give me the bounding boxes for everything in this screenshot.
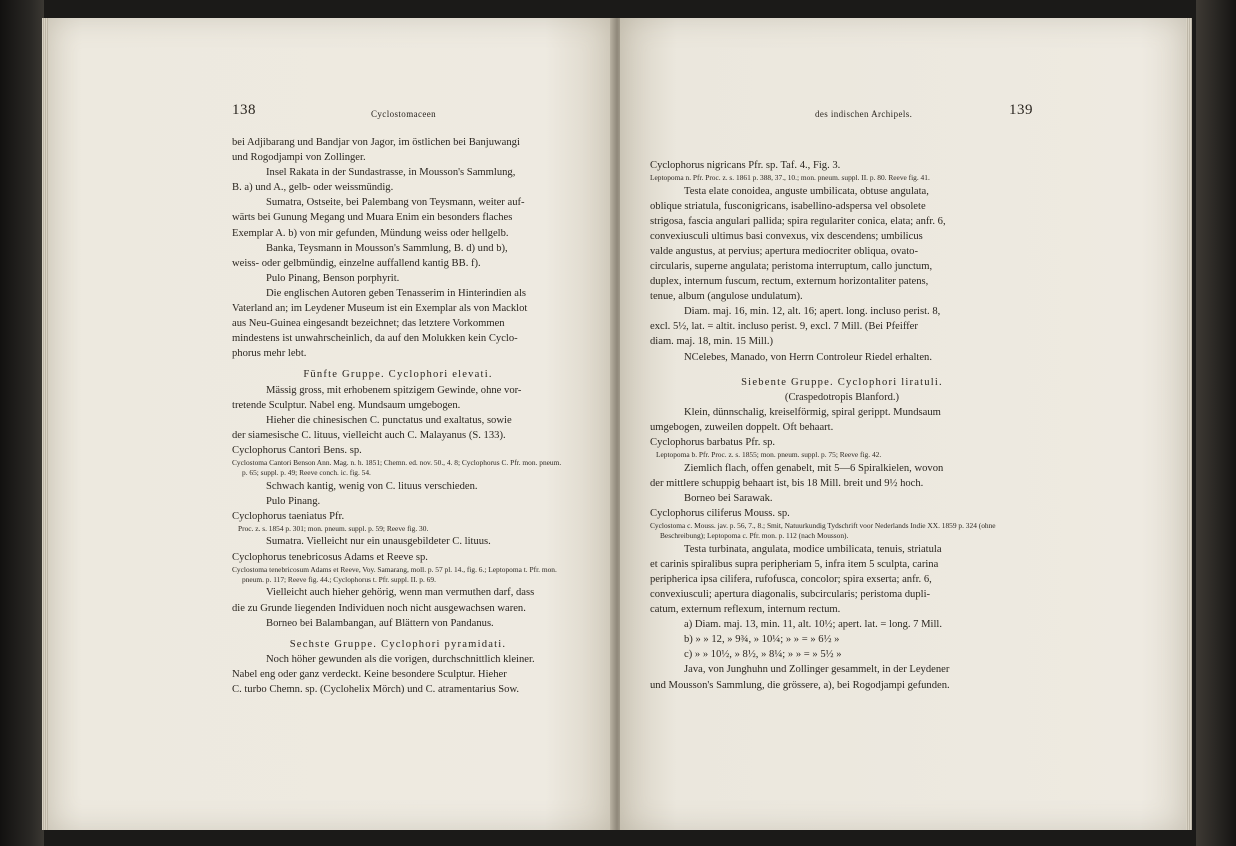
running-head: Cyclostomaceen <box>371 109 437 119</box>
text-line: Noch höher gewunden als die vorigen, durchschnittlich kleiner. <box>266 653 535 665</box>
text-line: Cyclophorus nigricans Pfr. sp. Taf. 4., Fig. 3. <box>650 160 841 171</box>
text-line: Cyclostoma c. Mouss. jav. p. 56, 7., 8.; Smit, Natuurkundig Tydschrift voor Nederlands Indie XX. 1859 p. 324 (ohne Beschreibung); Leptopoma c. Pfr. mon. p. 112 (nach Mousson). <box>650 520 996 541</box>
text-line: C. turbo Chemn. sp. (Cyclohelix Mörch) und C. atramentarius Sow. <box>232 684 520 696</box>
text-line: phorus mehr lebt. <box>232 348 307 360</box>
page-number: 138 <box>232 102 256 118</box>
text-line: Sumatra. Vielleicht nur ein unausgebildeter C. lituus. <box>266 536 491 548</box>
text-line: c) » » 10½, » 8½, » 8¼; » » = » 5½ » <box>684 649 842 661</box>
text-line: Vielleicht auch hieher gehörig, wenn man vermuthen darf, dass <box>266 587 535 599</box>
text-line: Borneo bei Balambangan, auf Blättern von Pandanus. <box>266 617 494 629</box>
text-line: Hieher die chinesischen C. punctatus und exaltatus, sowie <box>266 414 512 426</box>
text-line: Exemplar A. b) von mir gefunden, Mündung weiss oder hellgelb. <box>232 227 509 239</box>
text-line: B. a) und A., gelb- oder weissmündig. <box>232 182 394 194</box>
text-line: Pulo Pinang. <box>266 495 321 507</box>
text-line: Cyclophorus Cantori Bens. sp. <box>232 444 362 456</box>
text-line: Mässig gross, mit erhobenem spitzigem Gewinde, ohne vor- <box>266 384 522 396</box>
text-line: Cyclophorus taeniatus Pfr. <box>232 510 345 522</box>
text-line: Cyclophorus barbatus Pfr. sp. <box>650 437 776 448</box>
text-line: Leptopoma n. Pfr. Proc. z. s. 1861 p. 388, 37., 10.; mon. pneum. suppl. II. p. 80. Reeve fig. 41. <box>650 173 930 183</box>
text-line: Testa elate conoidea, anguste umbilicata, obtuse angulata, <box>684 185 929 197</box>
text-line: et carinis spiralibus supra peripheriam 5, infra item 5 sculpta, carina <box>650 558 939 570</box>
page-number: 139 <box>1009 102 1033 118</box>
text-line: Cyclostoma Cantori Benson Ann. Mag. n. h. 1851; Chemn. ed. nov. 50., 4. 8; Cyclophorus C. Pfr. mon. pneum. p. 65; suppl. p. 49; Reeve conch. ic. fig. 54. <box>232 457 562 478</box>
text-line: Siebente Gruppe. Cyclophori liratuli. <box>741 376 943 388</box>
text-line: Insel Rakata in der Sundastrasse, in Mousson's Sammlung, <box>266 167 516 179</box>
text-line: catum, externum reflexum, internum rectum. <box>650 604 841 616</box>
text-line: Fünfte Gruppe. Cyclophori elevati. <box>303 369 493 381</box>
text-line: und Mousson's Sammlung, die grössere, a), bei Rogodjampi gefunden. <box>650 679 950 691</box>
text-line: valde angustus, at pervius; apertura mediocriter obliqua, ovato- <box>650 245 918 257</box>
text-line: Cyclostoma tenebricosum Adams et Reeve, Voy. Samarang, moll. p. 57 pl. 14., fig. 6.; Leptopoma t. Pfr. mon. pneum. p. 117; Reeve fig. 44.; Cyclophorus t. Pfr. suppl. II. p. 69. <box>232 564 557 585</box>
book-edge-right <box>1196 0 1236 846</box>
text-line: und Rogodjampi von Zollinger. <box>232 152 366 164</box>
text-line: Ziemlich flach, offen genabelt, mit 5—6 Spiralkielen, wovon <box>684 462 944 474</box>
text-line: aus Neu-Guinea eingesandt bezeichnet; das letztere Vorkommen <box>232 318 505 330</box>
text-line: Cyclophorus ciliferus Mouss. sp. <box>650 507 790 519</box>
text-line: oblique striatula, fusconigricans, isabellino-adspersa vel obsolete <box>650 200 926 212</box>
text-line: Testa turbinata, angulata, modice umbilicata, tenuis, striatula <box>684 543 942 555</box>
text-line: Leptopoma b. Pfr. Proc. z. s. 1855; mon. pneum. suppl. p. 75; Reeve fig. 42. <box>656 450 882 460</box>
text-line: b) » » 12, » 9¾, » 10¼; » » = » 6½ » <box>684 634 840 646</box>
text-line: Cyclophorus tenebricosus Adams et Reeve sp. <box>232 551 428 563</box>
text-line: weiss- oder gelbmündig, einzelne auffallend kantig BB. f). <box>232 257 481 269</box>
text-line: Die englischen Autoren geben Tenasserim in Hinterindien als <box>266 287 527 299</box>
text-line: tenue, album (angulose undulatum). <box>650 291 803 303</box>
text-line: Sechste Gruppe. Cyclophori pyramidati. <box>289 638 507 650</box>
book-edge-left <box>0 0 44 846</box>
text-line: diam. maj. 18, min. 15 Mill.) <box>650 336 773 348</box>
text-line: NCelebes, Manado, von Herrn Controleur Riedel erhalten. <box>684 351 932 363</box>
text-line: duplex, internum fuscum, rectum, externum horizontaliter patens, <box>650 276 929 288</box>
text-line: Klein, dünnschalig, kreiselförmig, spiral gerippt. Mundsaum <box>684 406 941 418</box>
page-body <box>232 135 564 697</box>
text-line: Java, von Junghuhn und Zollinger gesammelt, in der Leydener <box>684 664 950 676</box>
text-line: umgebogen, zuweilen doppelt. Oft behaart. <box>650 421 834 433</box>
page-body <box>650 158 1034 693</box>
page-stack-right <box>1186 18 1192 830</box>
text-line: circularis, superne angulata; peristoma interruptum, callo junctum, <box>650 260 933 272</box>
text-line: Schwach kantig, wenig von C. lituus verschieden. <box>266 480 478 492</box>
text-line: (Craspedotropis Blanford.) <box>784 391 900 403</box>
text-line: tretende Sculptur. Nabel eng. Mundsaum umgebogen. <box>232 399 461 411</box>
text-line: Proc. z. s. 1854 p. 301; mon. pneum. suppl. p. 59; Reeve fig. 30. <box>238 524 429 534</box>
text-line: wärts bei Gunung Megang und Muara Enim ein besonders flaches <box>232 212 513 224</box>
text-line: bei Adjibarang und Bandjar von Jagor, im östlichen bei Banjuwangi <box>232 137 520 148</box>
text-line: die zu Grunde liegenden Individuen noch nicht ausgewachsen waren. <box>232 602 526 614</box>
text-line: convexiusculi; apertura diagonalis, subcircularis; peristoma dupli- <box>650 588 931 600</box>
text-line: der siamesische C. lituus, vielleicht auch C. Malayanus (S. 133). <box>232 429 506 441</box>
text-line: peripherica ipsa cilifera, rufofusca, concolor; spira exserta; anfr. 6, <box>650 573 932 585</box>
right-page <box>620 18 1186 830</box>
text-line: excl. 5½, lat. = altit. incluso perist. 9, excl. 7 Mill. (Bei Pfeiffer <box>650 321 918 333</box>
text-line: Vaterland an; im Leydener Museum ist ein Exemplar als von Macklot <box>232 303 528 315</box>
text-line: Sumatra, Ostseite, bei Palembang von Teysmann, weiter auf- <box>266 197 525 209</box>
text-line: strigosa, fascia angulari pallida; spira regulariter conica, elata; anfr. 6, <box>650 215 946 227</box>
text-line: der mittlere schuppig behaart ist, bis 18 Mill. breit und 9½ hoch. <box>650 477 924 489</box>
text-line: convexiusculi ultimus basi convexus, vix descendens; umbilicus <box>650 230 923 242</box>
left-page <box>48 18 613 830</box>
running-head: des indischen Archipels. <box>815 109 913 119</box>
text-line: Diam. maj. 16, min. 12, alt. 16; apert. long. incluso perist. 8, <box>684 306 941 318</box>
section-spacer <box>650 365 1034 375</box>
text-line: Nabel eng oder ganz verdeckt. Keine besondere Sculptur. Hieher <box>232 668 507 680</box>
text-line: a) Diam. maj. 13, min. 11, alt. 10½; apert. lat. = long. 7 Mill. <box>684 619 943 631</box>
text-line: Borneo bei Sarawak. <box>684 492 773 504</box>
text-line: Pulo Pinang, Benson porphyrit. <box>266 272 400 284</box>
text-line: mindestens ist unwahrscheinlich, da auf den Molukken kein Cyclo- <box>232 333 518 345</box>
text-line: Banka, Teysmann in Mousson's Sammlung, B. d) und b), <box>266 242 508 254</box>
